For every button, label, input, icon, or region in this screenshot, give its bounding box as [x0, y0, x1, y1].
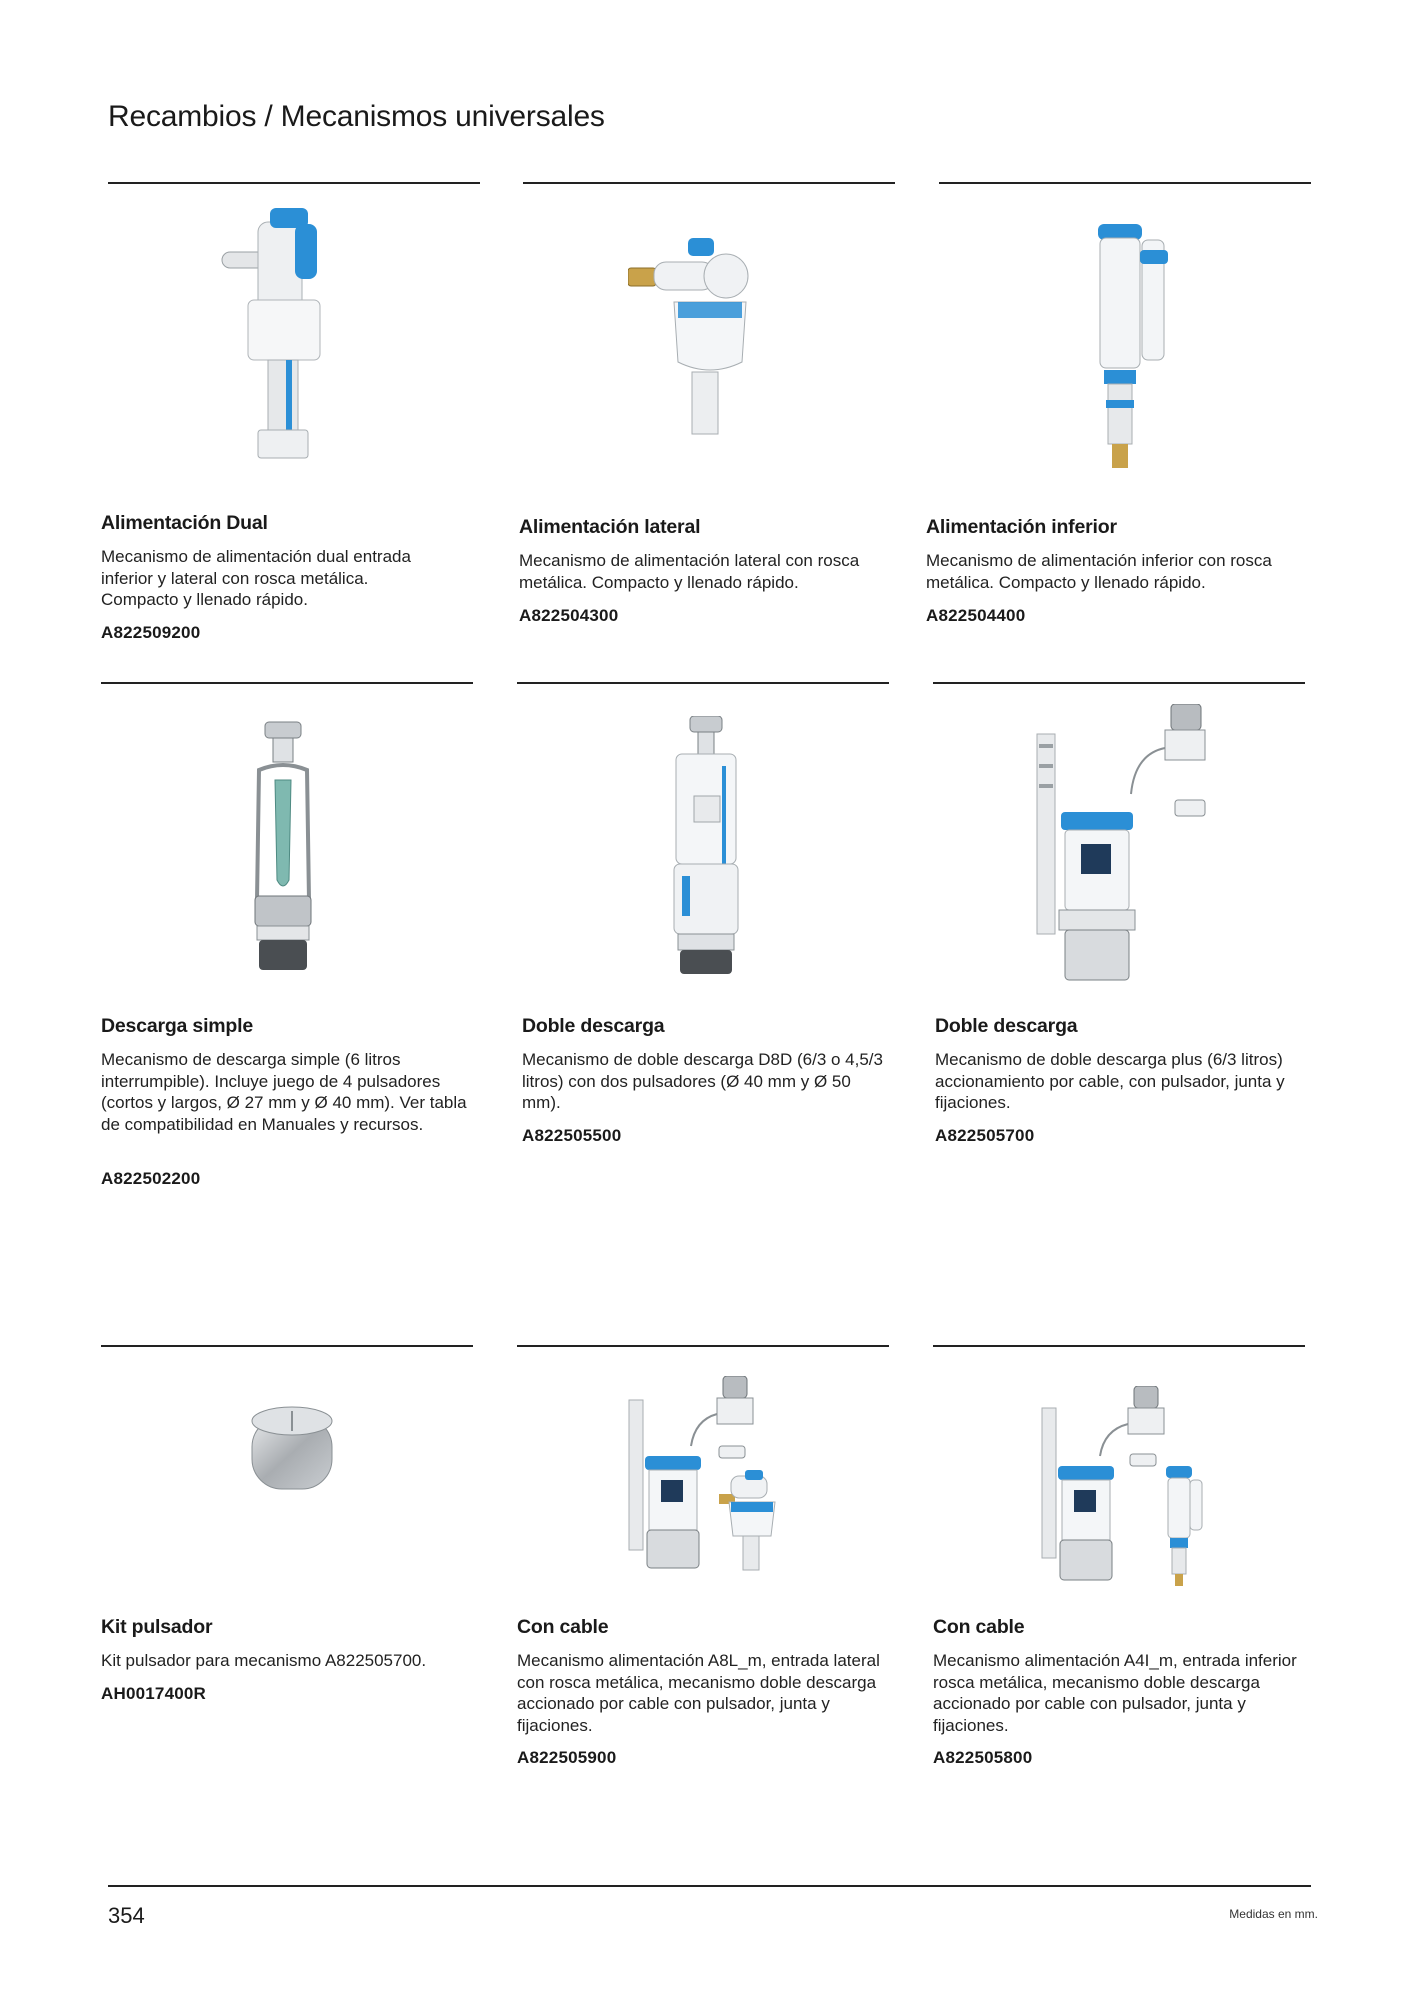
product-title: Alimentación lateral [519, 516, 701, 538]
divider [101, 682, 473, 684]
dual-fill-valve-image [210, 202, 340, 467]
product-description: Mecanismo alimentación A8L_m, entrada lateral con rosca metálica, mecanismo doble descarga accionado por cable con pulsador, junta y fijaciones. [517, 1651, 880, 1735]
divider [933, 682, 1305, 684]
product-title: Alimentación Dual [101, 512, 268, 534]
divider [517, 1345, 889, 1347]
product-code: A822504400 [926, 606, 1026, 625]
bottom-fill-valve-image [1080, 220, 1190, 472]
product-description: Mecanismo de doble descarga plus (6/3 litros) accionamiento por cable, con pulsador, junta y fijaciones. [935, 1050, 1285, 1112]
product-code: A822505800 [933, 1748, 1033, 1767]
footer-note: Medidas en mm. [1229, 1907, 1318, 1921]
side-fill-valve-image [628, 232, 758, 437]
product-title: Doble descarga [522, 1015, 665, 1037]
product-title: Descarga simple [101, 1015, 254, 1037]
dual-flush-valve-image [668, 716, 744, 978]
product-description: Mecanismo de descarga simple (6 litros interrumpible). Incluye juego de 4 pulsadores (cortos y largos, Ø 27 mm y Ø 40 mm). Ver tabla de compatibilidad en Manuales y recursos. [101, 1050, 467, 1134]
cable-kit-side-fill-image [625, 1376, 783, 1572]
product-description: Mecanismo de alimentación dual entrada inferior y lateral con rosca metálica. Compacto y llenado rápido. [101, 547, 411, 609]
page-number: 354 [108, 1903, 145, 1928]
product-title: Con cable [933, 1616, 1025, 1638]
product-title: Kit pulsador [101, 1616, 213, 1638]
divider [108, 182, 480, 184]
product-code: A822505700 [935, 1126, 1035, 1145]
product-description: Mecanismo de alimentación inferior con rosca metálica. Compacto y llenado rápido. [926, 551, 1272, 592]
product-title: Doble descarga [935, 1015, 1078, 1037]
product-code: A822505500 [522, 1126, 622, 1145]
product-code: AH0017400R [101, 1684, 207, 1703]
divider [933, 1345, 1305, 1347]
page-title: Recambios / Mecanismos universales [108, 100, 605, 133]
divider [517, 682, 889, 684]
product-code: A822509200 [101, 623, 201, 642]
cable-dual-flush-image [1035, 704, 1215, 986]
product-title: Alimentación inferior [926, 516, 1117, 538]
product-description: Mecanismo alimentación A4I_m, entrada inferior rosca metálica, mecanismo doble descarga accionado por cable con pulsador, junta y fijaciones. [933, 1651, 1297, 1735]
single-flush-valve-image [245, 720, 321, 976]
product-title: Con cable [517, 1616, 609, 1638]
product-code: A822502200 [101, 1169, 201, 1188]
product-code: A822504300 [519, 606, 619, 625]
divider [939, 182, 1311, 184]
product-description: Mecanismo de doble descarga D8D (6/3 o 4,5/3 litros) con dos pulsadores (Ø 40 mm y Ø 50 mm). [522, 1050, 883, 1112]
push-button-kit-image [250, 1405, 334, 1491]
cable-kit-bottom-fill-image [1038, 1386, 1208, 1588]
divider [101, 1345, 473, 1347]
product-description: Mecanismo de alimentación lateral con rosca metálica. Compacto y llenado rápido. [519, 551, 860, 592]
product-code: A822505900 [517, 1748, 617, 1767]
divider [523, 182, 895, 184]
product-description: Kit pulsador para mecanismo A822505700. [101, 1651, 427, 1670]
footer-divider [108, 1885, 1311, 1887]
